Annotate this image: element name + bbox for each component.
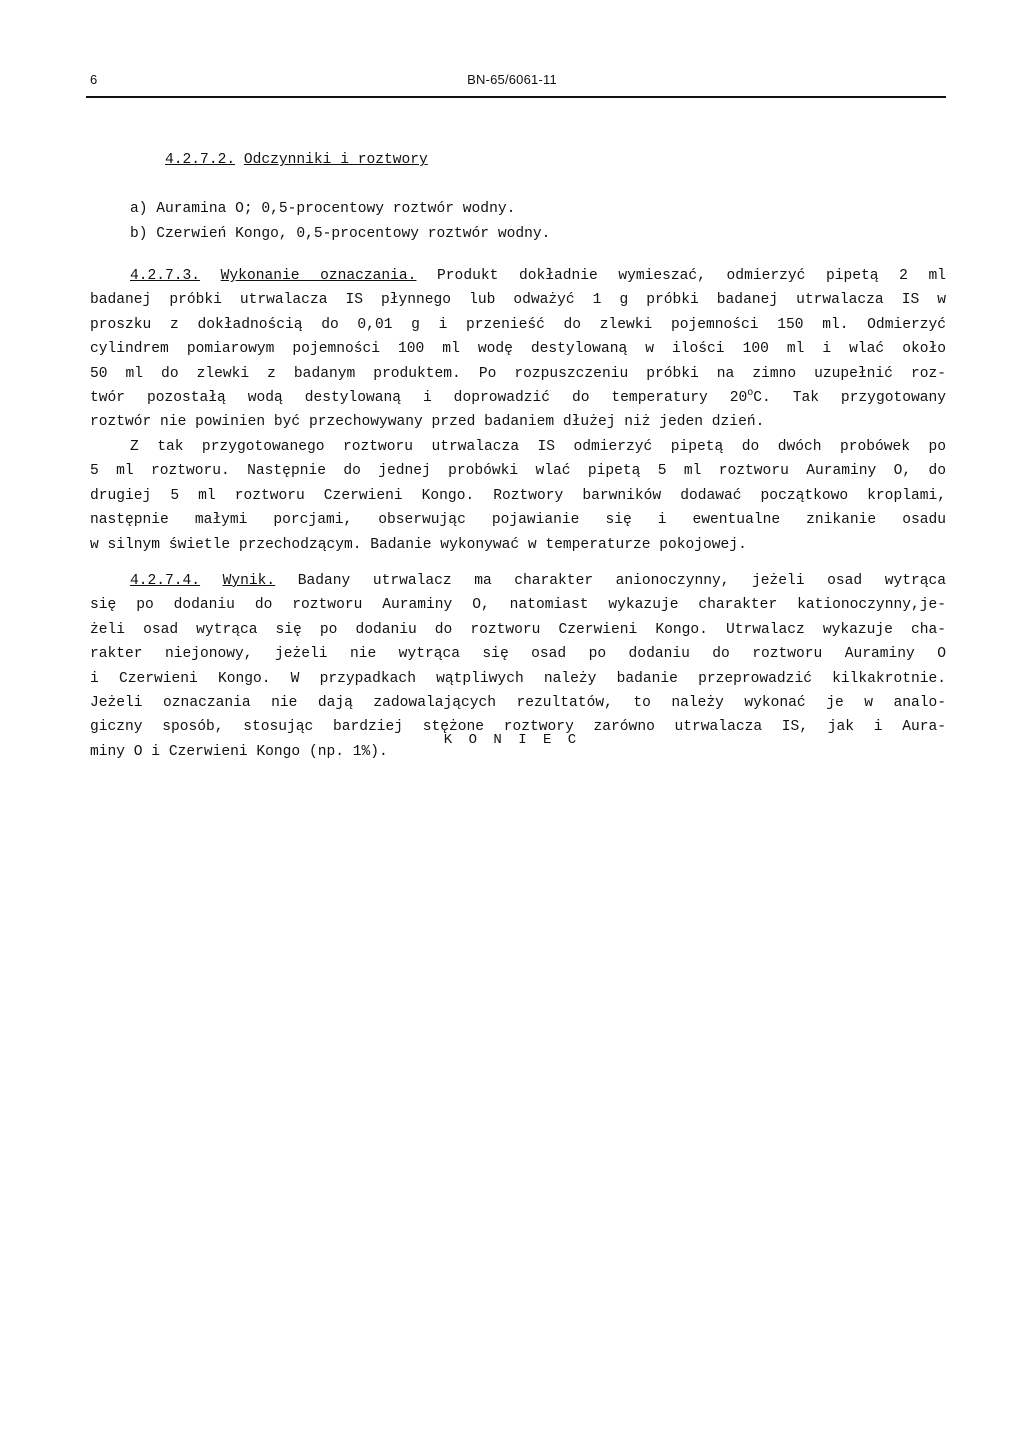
procedure-line-10: drugiej 5 ml roztworu Czerwieni Kongo. Roztwory barwników dodawać początkowo kroplami,: [90, 487, 946, 504]
result-text: Badany utrwalacz ma charakter anionoczynny, jeżeli osad wytrąca: [297, 572, 947, 589]
procedure-line-8: Z tak przygotowanego roztworu utrwalacza IS odmierzyć pipetą do dwóch probówek po: [130, 438, 946, 455]
procedure-line-1: [90, 264, 946, 288]
procedure-text: twór pozostałą wodą destylowaną i doprowadzić do temperatury 20: [90, 390, 748, 407]
result-line-5: i Czerwieni Kongo. W przypadkach wątpliwych należy badanie przeprowadzić kilkakrotnie.: [90, 670, 946, 687]
degree-superscript: o: [747, 388, 754, 400]
result-line-6: Jeżeli oznaczania nie dają zadowalających rezultatów, to należy wykonać je w analo-: [90, 694, 946, 711]
procedure-line-4: cylindrem pomiarowym pojemności 100 ml wodę destylowaną w ilości 100 ml i wlać około: [90, 341, 946, 358]
document-code: BN-65/6061-11: [467, 72, 557, 87]
procedure-line-12: w silnym świetle przechodzącym. Badanie wykonywać w temperaturze pokojowej.: [90, 536, 747, 553]
procedure-line-2: badanej próbki utrwalacza IS płynnego lub odważyć 1 g próbki badanej utrwalacza IS w: [90, 292, 946, 309]
section-result-number: 4.2.7.4.: [130, 572, 201, 589]
result-line-1: [90, 569, 946, 593]
page-number: 6: [90, 72, 98, 87]
document-body: [90, 124, 946, 764]
section-procedure-title: Wykonanie oznaczania.: [220, 268, 417, 285]
procedure-line-11: następnie małymi porcjami, obserwując pojawianie się i ewentualne znikanie osadu: [90, 512, 946, 529]
result-line-7: giczny sposób, stosując bardziej stężone roztwory zarówno utrwalacza IS, jak i Aura-: [90, 719, 946, 736]
procedure-text: Produkt dokładnie wymieszać, odmierzyć pipetą 2 ml: [437, 268, 946, 285]
section-reagents-title: Odczynniki i roztwory: [243, 152, 428, 169]
section-result-title: Wynik.: [222, 572, 276, 589]
procedure-line-6: [90, 386, 946, 410]
procedure-line-7: roztwór nie powinien być przechowywany przed badaniem dłużej niż jeden dzień.: [90, 414, 765, 431]
procedure-line-3: proszku z dokładnością do 0,01 g i przenieść do zlewki pojemności 150 ml. Odmierzyć: [90, 316, 946, 333]
section-reagents-heading: [90, 124, 946, 197]
result-line-8: miny O i Czerwieni Kongo (np. 1%).: [90, 743, 388, 760]
procedure-line-5: 50 ml do zlewki z badanym produktem. Po rozpuszczeniu próbki na zimno uzupełnić roz-: [90, 365, 946, 382]
reagent-item-a: a) Auramina O; 0,5-procentowy roztwór wodny.: [130, 201, 516, 218]
result-line-2: się po dodaniu do roztworu Auraminy O, natomiast wykazuje charakter kationoczynny,je-: [90, 597, 946, 614]
result-line-3: żeli osad wytrąca się po dodaniu do roztworu Czerwieni Kongo. Utrwalacz wykazuje cha-: [90, 621, 946, 638]
section-procedure-number: 4.2.7.3.: [130, 268, 201, 285]
procedure-line-9: 5 ml roztworu. Następnie do jednej probówki wlać pipetą 5 ml roztworu Auraminy O, do: [90, 463, 946, 480]
header-rule: [86, 96, 946, 98]
procedure-text: C. Tak przygotowany: [753, 390, 946, 407]
result-line-4: rakter niejonowy, jeżeli nie wytrąca się osad po dodaniu do roztworu Auraminy O: [90, 646, 946, 663]
section-reagents-number: 4.2.7.2.: [165, 152, 236, 169]
end-marker: K O N I E C: [443, 732, 581, 748]
reagent-item-b: b) Czerwień Kongo, 0,5-procentowy roztwór wodny.: [130, 225, 551, 242]
